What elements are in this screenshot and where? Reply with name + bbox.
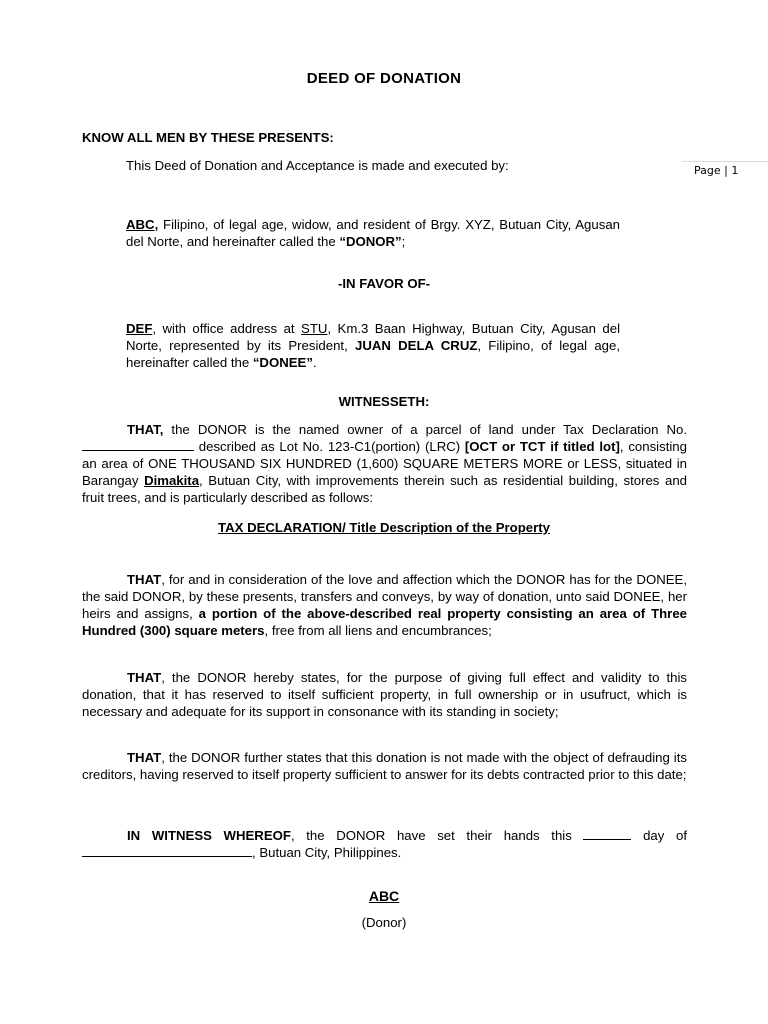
signatory-role: (Donor) <box>361 915 407 930</box>
paragraph-no-fraud: THAT, the DONOR further states that this donation is not made with the object of defrauding its creditors, having reserved to itself property sufficient to answer for its debts contracted prior to this date; <box>82 750 687 782</box>
tax-declaration-heading: TAX DECLARATION/ Title Description of the Property <box>218 520 550 535</box>
page-number: Page | 1 <box>694 164 739 177</box>
donor-role: “DONOR” <box>339 234 402 249</box>
intro-line: This Deed of Donation and Acceptance is made and executed by: <box>126 158 509 173</box>
donee-paragraph: DEF, with office address at STU, Km.3 Baan Highway, Butuan City, Agusan del Norte, represented by its President, JUAN DELA CRUZ, Filipino, of legal age, hereinafter called the “DONEE”. <box>126 321 621 370</box>
know-all-heading: KNOW ALL MEN BY THESE PRESENTS: <box>82 130 334 145</box>
witness-paragraph: IN WITNESS WHEREOF, the DONOR have set their hands this day of , Butuan City, Philippines. <box>82 827 687 861</box>
witnesseth-heading: WITNESSETH: <box>338 394 430 409</box>
paragraph-reserved-property: THAT, the DONOR hereby states, for the purpose of giving full effect and validity to this donation, that it has reserved to itself sufficient property, in full ownership or in usufruct, which is necessary and adequate for its support in consonance with its standing in society; <box>82 670 687 719</box>
donor-paragraph: ABC, Filipino, of legal age, widow, and resident of Brgy. XYZ, Butuan City, Agusan del Norte, and hereinafter called the “DONOR”; <box>126 217 620 249</box>
donor-name: ABC <box>126 217 155 232</box>
month-blank <box>82 845 252 857</box>
barangay-name: Dimakita <box>144 473 200 488</box>
paragraph-land-ownership: THAT, the DONOR is the named owner of a parcel of land under Tax Declaration No. described as Lot No. 123-C1(portion) (LRC) [OCT or TCT if titled lot], consisting an area of ONE THOUSAND SIX HUNDRED (1,600) SQUARE METERS MORE or LESS, situated in Barangay Dimakita, Butuan City, with improvements therein such as residential building, stores and fruit trees, and is particularly described as follows: <box>82 422 687 505</box>
paragraph-donation: THAT, for and in consideration of the love and affection which the DONOR has for the DONEE, the said DONOR, by these presents, transfers and conveys, by way of donation, unto said DONEE, her heirs and assigns, a portion of the above-described real property consisting an area of Three Hundred (300) square meters, free from all liens and encumbrances; <box>82 572 687 638</box>
document-title: DEED OF DONATION <box>306 70 462 87</box>
office-name: STU <box>301 321 328 336</box>
in-favor-of: -IN FAVOR OF- <box>337 276 431 291</box>
page-number-rule <box>682 161 768 162</box>
day-blank <box>583 828 631 840</box>
donee-role: “DONEE” <box>252 355 313 370</box>
president-name: JUAN DELA CRUZ <box>354 338 478 353</box>
tax-declaration-blank <box>82 439 194 451</box>
donee-name: DEF <box>126 321 153 336</box>
signatory-name: ABC <box>368 888 400 904</box>
